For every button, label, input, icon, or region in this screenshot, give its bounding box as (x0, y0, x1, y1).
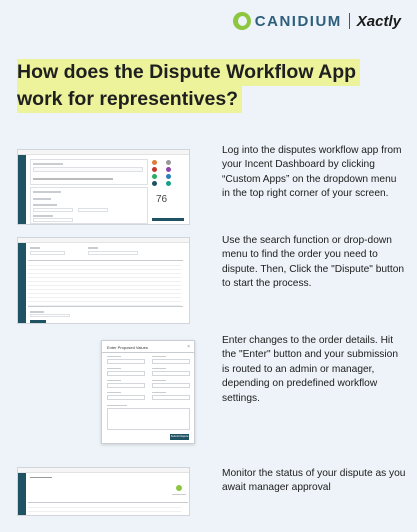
step-1-text: Log into the disputes workflow app from your Incent Dashboard by clicking “Custom Apps” on the dropdown menu in the top right corner of your screen. (222, 145, 402, 200)
step-4-text: Monitor the status of your dispute as you await manager approval (222, 468, 406, 494)
step-2-screenshot (17, 237, 190, 324)
title-line-1: How does the Dispute Workflow App (17, 59, 360, 86)
top-bar (18, 238, 189, 243)
brand-divider (349, 13, 350, 29)
title-line-2: work for representives? (17, 86, 242, 113)
partner-name: Xactly (356, 12, 401, 30)
dispute-button (30, 320, 46, 323)
kpi-value: 76 (156, 194, 168, 205)
brand-name: CANIDIUM (254, 12, 342, 30)
top-bar (18, 150, 189, 155)
dispute-reason-field (107, 408, 190, 430)
step-1-screenshot (17, 149, 190, 225)
sidebar (18, 238, 26, 323)
top-bar (18, 468, 189, 473)
canidium-logo-icon (233, 12, 251, 30)
step-4-screenshot (17, 467, 190, 516)
brand-header (233, 12, 401, 30)
step-3-dialog (101, 340, 195, 444)
page-title (17, 59, 360, 113)
submit-dispute-button: Submit Dispute (170, 435, 189, 438)
step-2-text: Use the search function or drop-down menu to find the order you need to dispute. Then, Click the "Dispute" button to start the process. (222, 235, 405, 290)
dialog-title: Enter Proposed Values (107, 345, 148, 350)
sidebar (18, 150, 26, 224)
step-3-text: Enter changes to the order details. Hit the "Enter" button and your submission is routed to an admin or manager, depending on predefined workflow settings. (222, 335, 398, 404)
sidebar (18, 468, 26, 515)
status-icon (176, 485, 182, 491)
close-icon: × (187, 344, 190, 350)
